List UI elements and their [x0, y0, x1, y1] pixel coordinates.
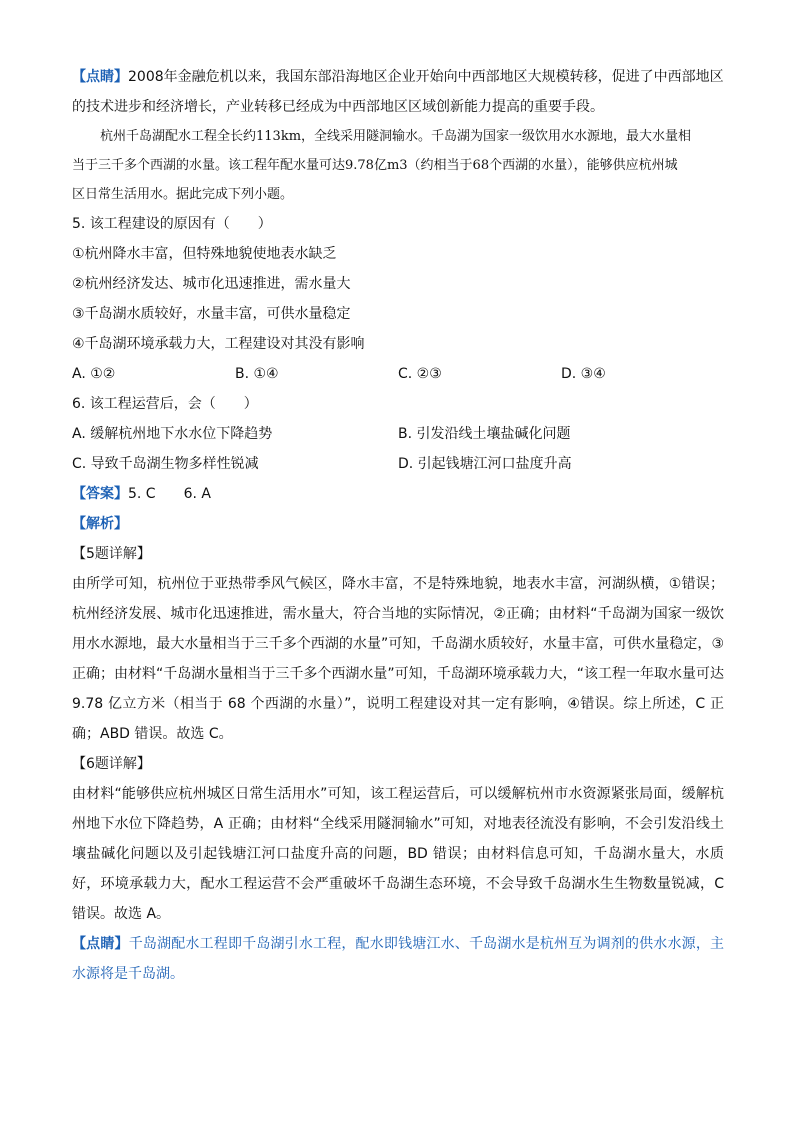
- question-6-options-row-2: [72, 449, 724, 479]
- question-6-option-b: B. 引发沿线土壤盐碱化问题: [398, 426, 571, 442]
- question-5-option-a: A. ①②: [72, 366, 116, 382]
- answer-line: [72, 479, 724, 509]
- closing-note-label: 【点睛】: [72, 936, 129, 952]
- material-line-1: 杭州千岛湖配水工程全长约113km，全线采用隧洞输水。千岛湖为国家一级饮用水水源地，最大水量相: [100, 129, 692, 144]
- question-5-item-2: ②杭州经济发达、城市化迅速推进，需水量大: [72, 276, 351, 292]
- question-5-option-c: C. ②③: [398, 366, 442, 382]
- document-page: [72, 62, 724, 989]
- answer-text: 5. C 6. A: [128, 486, 211, 502]
- answer-label: 【答案】: [72, 486, 128, 502]
- question-6-detail-label: 【6题详解】: [72, 756, 151, 772]
- intro-note-label: 【点睛】: [72, 69, 128, 85]
- question-5-item-3: ③千岛湖水质较好，水量丰富，可供水量稳定: [72, 306, 351, 322]
- closing-note-text: 千岛湖配水工程即千岛湖引水工程，配水即钱塘江水、千岛湖水是杭州互为调剂的供水水源，主水源将是千岛湖。: [72, 936, 725, 982]
- question-5-options: [72, 359, 724, 389]
- question-5-detail-text: 由所学可知，杭州位于亚热带季风气候区，降水丰富，不是特殊地貌，地表水丰富，河湖纵横，①错误；杭州经济发展、城市化迅速推进，需水量大，符合当地的实际情况，②正确；由材料“千岛湖为国家一级饮用水水源地，最大水量相当于三千多个西湖的水量”可知，千岛湖水质较好，水量丰富，可供水量稳定，③正确；由材料“千岛湖水量相当于三千多个西湖水量”可知，千岛湖环境承载力大，“该工程一年取水量可达 9.78 亿立方米（相当于 68 个西湖的水量）”，说明工程建设对其一定有影响，④错误。综上所述，C 正确；ABD 错误。故选 C。: [72, 576, 724, 742]
- question-6-stem: 6. 该工程运营后，会（ ）: [72, 396, 258, 412]
- question-5-detail-label: 【5题详解】: [72, 546, 151, 562]
- analysis-label: 【解析】: [72, 516, 128, 532]
- material-line-2: 当于三千多个西湖的水量。该工程年配水量可达9.78亿m3（约相当于68个西湖的水量），能够供应杭州城: [72, 158, 678, 173]
- question-6-option-a: A. 缓解杭州地下水水位下降趋势: [72, 426, 273, 442]
- question-5-option-b: B. ①④: [235, 366, 279, 382]
- question-5-stem: 5. 该工程建设的原因有（ ）: [72, 216, 272, 232]
- question-6-option-d: D. 引起钱塘江河口盐度升高: [398, 456, 572, 472]
- closing-note: [72, 929, 724, 989]
- question-6-option-c: C. 导致千岛湖生物多样性锐减: [72, 456, 259, 472]
- question-5-item-1: ①杭州降水丰富，但特殊地貌使地表水缺乏: [72, 246, 337, 262]
- intro-note-line-1: 【点睛】2008年金融危机以来，我国东部沿海地区企业开始向中西部地区大规模转移，促进了中西部地区: [72, 69, 724, 85]
- question-5-item-4: ④千岛湖环境承载力大，工程建设对其没有影响: [72, 336, 365, 352]
- intro-note-line-2: 的技术进步和经济增长，产业转移已经成为中西部地区区域创新能力提高的重要手段。: [72, 99, 604, 115]
- question-5-option-d: D. ③④: [561, 366, 606, 382]
- question-6-detail-text: 由材料“能够供应杭州城区日常生活用水”可知，该工程运营后，可以缓解杭州市水资源紧张局面，缓解杭州地下水位下降趋势，A 正确；由材料“全线采用隧洞输水”可知，对地表径流没有影响，不会引发沿线土壤盐碱化问题以及引起钱塘江河口盐度升高的问题，BD 错误；由材料信息可知，千岛湖水量大，水质好，环境承载力大，配水工程运营不会严重破坏千岛湖生态环境，不会导致千岛湖水生生物数量锐减，C 错误。故选 A。: [72, 786, 724, 922]
- material-line-3: 区日常生活用水。据此完成下列小题。: [72, 187, 294, 202]
- question-6-options-row-1: [72, 419, 724, 449]
